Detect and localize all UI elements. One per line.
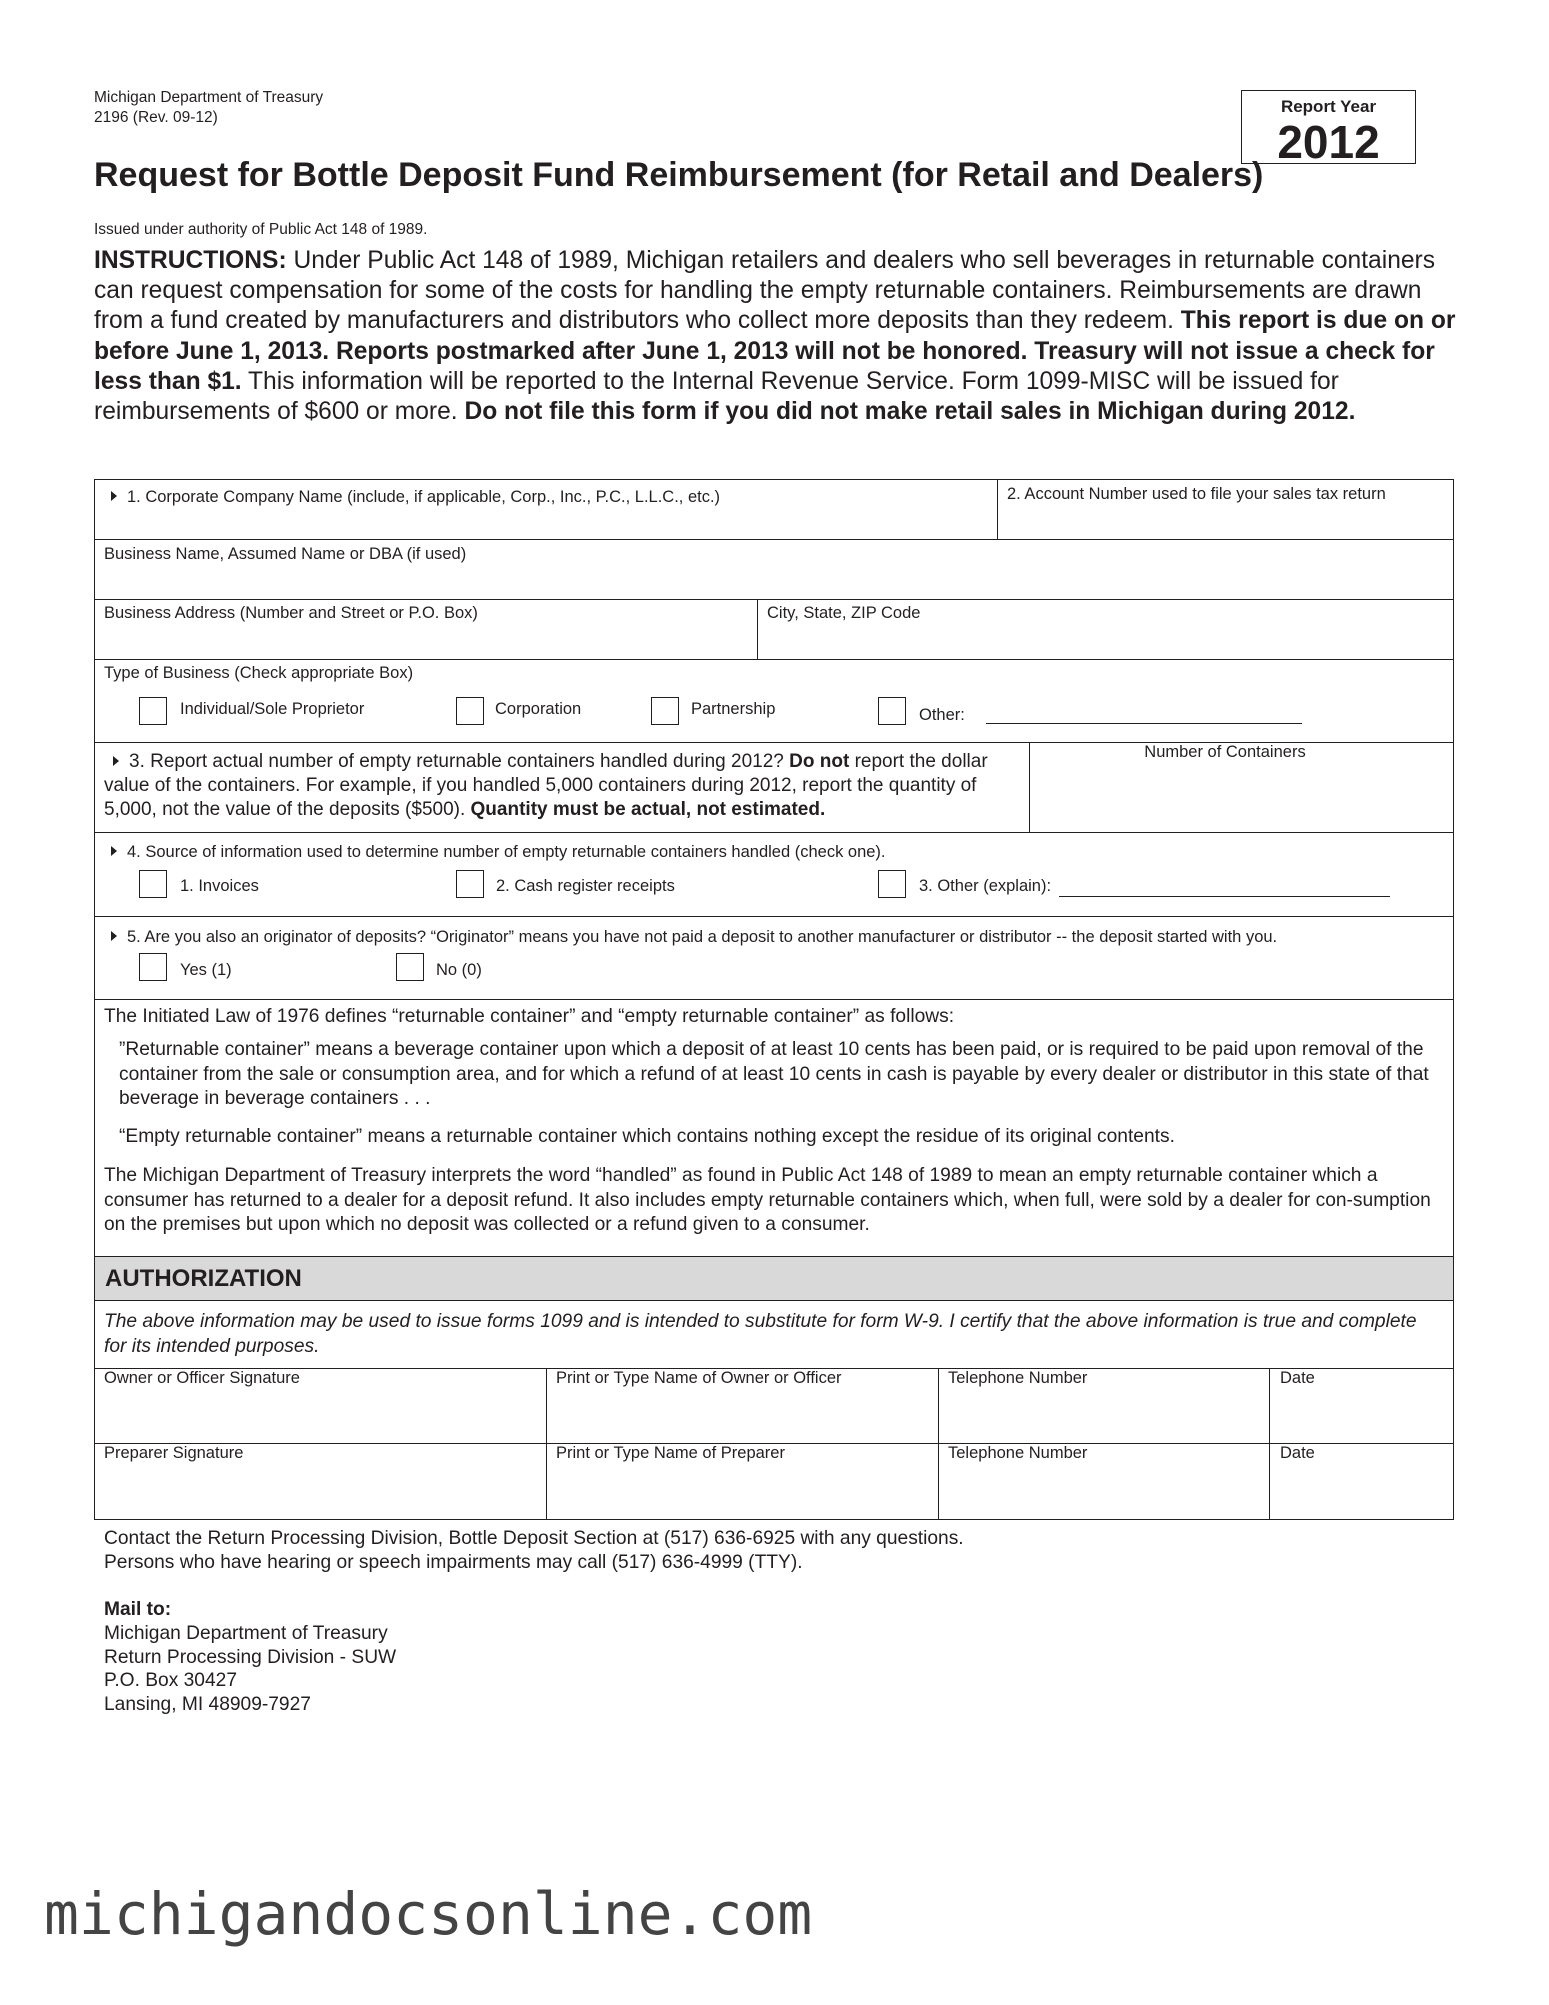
arrow-icon xyxy=(111,931,117,941)
checkbox-yes[interactable] xyxy=(139,953,167,981)
report-year-label: Report Year xyxy=(1280,97,1377,116)
checkbox-other-source-label: 3. Other (explain): xyxy=(919,877,1052,895)
preparer-date-label: Date xyxy=(1280,1444,1315,1462)
authorization-statement: The above information may be used to issue forms 1099 and is intended to substitute for form W-9. I certify that the above information is true and complete for its intended purposes. xyxy=(104,1311,1417,1357)
arrow-icon xyxy=(111,491,117,501)
business-name-label: Business Name, Assumed Name or DBA (if used) xyxy=(104,545,467,563)
business-address-label: Business Address (Number and Street or P.O. Box) xyxy=(104,604,478,622)
owner-signature-row xyxy=(95,1369,1453,1444)
contact-line-1: Contact the Return Processing Division, Bottle Deposit Section at (517) 636-6925 with any questions. xyxy=(104,1528,964,1549)
divider xyxy=(1029,743,1030,832)
divider xyxy=(546,1369,547,1443)
issued-authority: Issued under authority of Public Act 148 of 1989. xyxy=(94,221,428,238)
checkbox-corporation-label: Corporation xyxy=(495,700,582,718)
definition-returnable-container: ”Returnable container” means a beverage container upon which a deposit of at least 10 cents has been paid, or is required to be paid upon removal of the container from the sale or consumption area, and for which a refund of at least 10 cents in cash is payable by every dealer or distributor in this state of that beverage in beverage containers . . . xyxy=(119,1039,1429,1109)
business-address-field[interactable] xyxy=(95,600,757,659)
divider xyxy=(997,480,998,539)
checkbox-cash-register[interactable] xyxy=(456,870,484,898)
checkbox-other-source[interactable] xyxy=(878,870,906,898)
business-type-label: Type of Business (Check appropriate Box) xyxy=(104,664,414,682)
handled-interpretation: The Michigan Department of Treasury interprets the word “handled” as found in Public Act 148 of 1989 to mean an empty returnable container which a consumer has returned to a dealer for a deposit refund. It also includes empty returnable containers which, when full, were sold by a dealer for con-sumption on the premises but upon which no deposit was collected or a refund given to a consumer. xyxy=(104,1165,1431,1235)
mail-line-3: P.O. Box 30427 xyxy=(104,1670,237,1692)
arrow-icon xyxy=(111,846,117,856)
preparer-phone-label: Telephone Number xyxy=(948,1444,1088,1462)
checkbox-no[interactable] xyxy=(396,953,424,981)
definitions-intro: The Initiated Law of 1976 defines “returnable container” and “empty returnable container” as follows: xyxy=(104,1006,955,1027)
checkbox-no-label: No (0) xyxy=(436,961,482,979)
owner-date-field[interactable] xyxy=(1271,1369,1453,1443)
divider xyxy=(1269,1444,1270,1519)
divider xyxy=(546,1444,547,1519)
mailing-address xyxy=(104,1598,396,1717)
agency-block xyxy=(94,88,323,128)
mail-line-4: Lansing, MI 48909-7927 xyxy=(104,1694,311,1716)
checkbox-other-label: Other: xyxy=(919,706,965,724)
divider xyxy=(757,600,758,659)
instructions-do-not-file: Do not file this form if you did not make retail sales in Michigan during 2012. xyxy=(464,398,1356,426)
checkbox-invoices-label: 1. Invoices xyxy=(180,877,259,895)
instructions-lead: INSTRUCTIONS: xyxy=(94,247,287,274)
mail-heading: Mail to: xyxy=(104,1599,172,1620)
definition-empty-returnable-container: “Empty returnable container” means a returnable container which contains nothing except the residue of its original contents. xyxy=(119,1126,1175,1147)
reimbursement-form xyxy=(94,479,1454,1520)
owner-phone-field[interactable] xyxy=(940,1369,1270,1443)
checkbox-partnership-label: Partnership xyxy=(691,700,776,718)
checkbox-invoices[interactable] xyxy=(139,870,167,898)
row-question-5 xyxy=(95,917,1453,1000)
company-name-field[interactable] xyxy=(95,480,997,539)
owner-name-label: Print or Type Name of Owner or Officer xyxy=(556,1369,842,1387)
preparer-signature-row xyxy=(95,1444,1453,1519)
company-name-label: 1. Corporate Company Name (include, if applicable, Corp., Inc., P.C., L.L.C., etc.) xyxy=(127,488,721,506)
row-address xyxy=(95,600,1453,660)
preparer-phone-field[interactable] xyxy=(940,1444,1270,1519)
divider xyxy=(938,1369,939,1443)
owner-date-label: Date xyxy=(1280,1369,1315,1387)
instructions-text-1: Under Public Act 148 of 1989, Michigan retailers and dealers who sell beverages in returnable containers can request compensation for some of the costs for handling the empty returnable containers. Reimbursements are drawn from a fund created by manufacturers and distributors who collect more deposits than they redeem. xyxy=(94,247,1436,335)
checkbox-individual[interactable] xyxy=(139,697,167,725)
instructions-due-date: This report is due on or before June 1, 2013. Reports postmarked after June 1, 2013 will not be honored. Treasury will not issue a check for less than $1. xyxy=(94,307,1456,395)
question-3-text: 3. Report actual number of empty returnable containers handled during 2012? Do not report the dollar value of the containers. For example, if you handled 5,000 containers during 2012, report the quantity of 5,000, not the value of the deposits ($500). Quantity must be actual, not estimated. xyxy=(104,751,988,820)
row-company xyxy=(95,480,1453,540)
preparer-signature-label: Preparer Signature xyxy=(104,1444,244,1462)
question-5-label: 5. Are you also an originator of deposits? “Originator” means you have not paid a deposit to another manufacturer or distributor -- the deposit started with you. xyxy=(127,928,1278,946)
business-name-field[interactable] xyxy=(95,540,1453,600)
site-watermark: michigandocsonline.com xyxy=(44,1880,813,1948)
number-of-containers-label: Number of Containers xyxy=(1144,743,1306,761)
instructions-text-2: This information will be reported to the Internal Revenue Service. Form 1099-MISC will be issued for reimbursements of $600 or more. xyxy=(94,367,1339,426)
checkbox-cash-register-label: 2. Cash register receipts xyxy=(496,877,675,895)
form-number: 2196 (Rev. 09-12) xyxy=(94,109,218,126)
mail-line-2: Return Processing Division - SUW xyxy=(104,1646,397,1668)
divider xyxy=(1269,1369,1270,1443)
owner-signature-field[interactable] xyxy=(95,1369,546,1443)
city-state-zip-field[interactable] xyxy=(759,600,1453,659)
authorization-statement-row xyxy=(95,1301,1453,1369)
contact-info xyxy=(104,1527,964,1574)
account-number-field[interactable] xyxy=(999,480,1453,539)
preparer-name-field[interactable] xyxy=(548,1444,938,1519)
page-title: Request for Bottle Deposit Fund Reimbursement (for Retail and Dealers) xyxy=(94,156,1264,194)
mail-line-1: Michigan Department of Treasury xyxy=(104,1622,388,1644)
account-number-label: 2. Account Number used to file your sales tax return xyxy=(1007,485,1386,503)
divider xyxy=(938,1444,939,1519)
checkbox-yes-label: Yes (1) xyxy=(180,961,232,979)
report-year-box xyxy=(1241,90,1416,168)
owner-signature-label: Owner or Officer Signature xyxy=(104,1369,300,1387)
checkbox-individual-label: Individual/Sole Proprietor xyxy=(180,700,365,718)
other-source-input[interactable] xyxy=(1059,896,1390,897)
preparer-name-label: Print or Type Name of Preparer xyxy=(556,1444,785,1462)
row-question-4 xyxy=(95,833,1453,917)
checkbox-partnership[interactable] xyxy=(651,697,679,725)
agency-name: Michigan Department of Treasury xyxy=(94,89,324,106)
owner-name-field[interactable] xyxy=(548,1369,938,1443)
checkbox-other[interactable] xyxy=(878,697,906,725)
report-year-value: 2012 xyxy=(1277,116,1380,168)
question-4-label: 4. Source of information used to determine number of empty returnable containers handled (check one). xyxy=(127,843,886,861)
city-state-zip-label: City, State, ZIP Code xyxy=(767,604,921,622)
definitions-section xyxy=(95,1000,1453,1257)
row-question-3 xyxy=(95,743,1453,833)
authorization-heading: AUTHORIZATION xyxy=(95,1257,1453,1301)
number-of-containers-field[interactable] xyxy=(1031,743,1453,832)
row-business-type xyxy=(95,660,1453,743)
contact-line-2: Persons who have hearing or speech impairments may call (517) 636-4999 (TTY). xyxy=(104,1551,803,1573)
owner-phone-label: Telephone Number xyxy=(948,1369,1088,1387)
checkbox-corporation[interactable] xyxy=(456,697,484,725)
instructions xyxy=(94,246,1474,427)
preparer-date-field[interactable] xyxy=(1271,1444,1453,1519)
other-type-input[interactable] xyxy=(986,723,1302,724)
preparer-signature-field[interactable] xyxy=(95,1444,546,1519)
arrow-icon xyxy=(113,756,119,766)
